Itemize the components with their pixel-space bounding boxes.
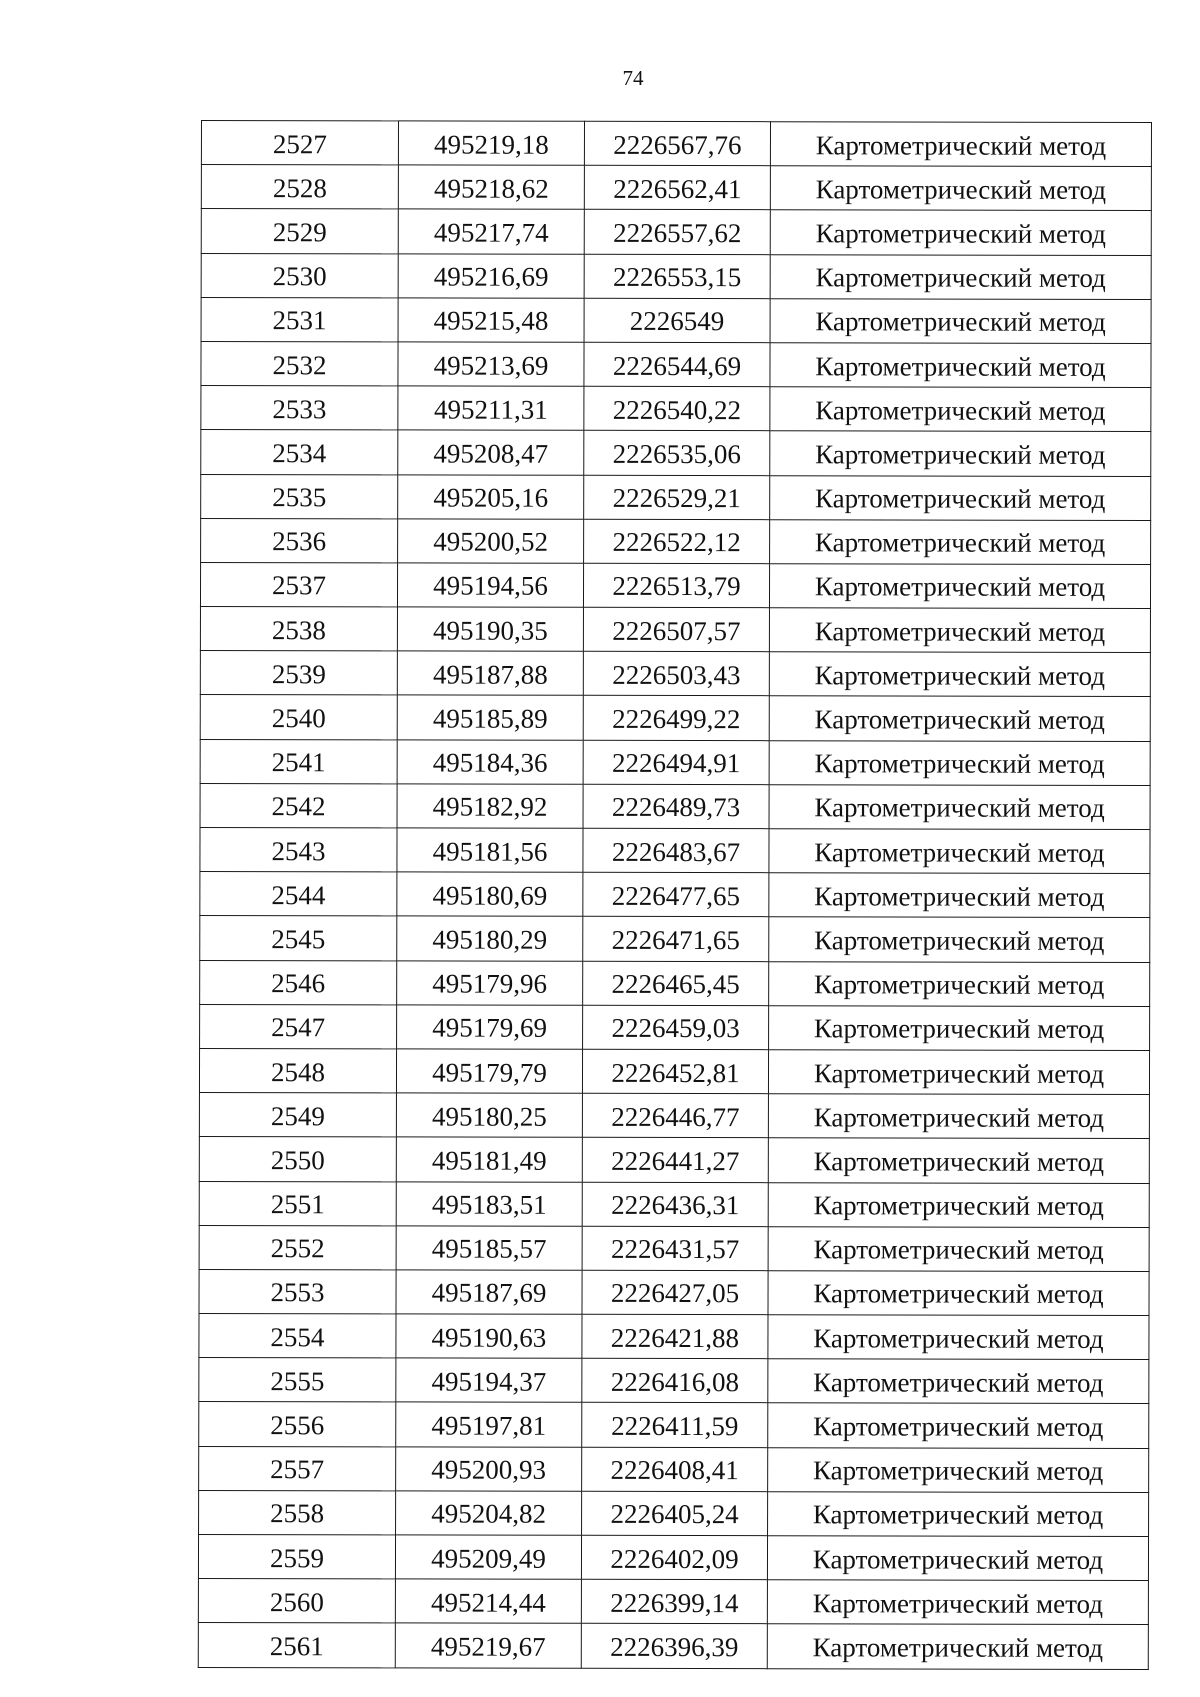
point-number-cell: 2531 [201,297,398,342]
table-row [199,1402,1149,1448]
x-coordinate-cell: 495181,49 [396,1137,582,1182]
method-cell: Картометрический метод [770,210,1151,255]
point-number-cell: 2528 [201,165,398,210]
x-coordinate-cell: 495187,88 [397,651,583,696]
point-number-cell: 2548 [199,1048,396,1093]
y-coordinate-cell: 2226396,39 [581,1624,767,1669]
y-coordinate-cell: 2226408,41 [582,1447,768,1492]
table-row [201,518,1151,564]
point-number-cell: 2538 [200,607,397,652]
method-cell: Картометрический метод [769,829,1150,874]
method-cell: Картометрический метод [769,652,1150,697]
table-row [201,165,1151,211]
table-row [199,1269,1149,1315]
method-cell: Картометрический метод [770,387,1151,432]
y-coordinate-cell: 2226494,91 [583,740,769,785]
method-cell: Картометрический метод [769,608,1150,653]
y-coordinate-cell: 2226553,15 [584,254,770,299]
x-coordinate-cell: 495209,49 [395,1535,581,1580]
y-coordinate-cell: 2226529,21 [584,475,770,520]
y-coordinate-cell: 2226499,22 [583,696,769,741]
point-number-cell: 2554 [199,1314,396,1359]
method-cell: Картометрический метод [767,1624,1148,1669]
y-coordinate-cell: 2226441,27 [582,1138,768,1183]
point-number-cell: 2533 [201,386,398,431]
table-row [199,1446,1149,1492]
point-number-cell: 2560 [198,1579,395,1624]
table-row [200,872,1150,918]
y-coordinate-cell: 2226446,77 [582,1093,768,1138]
y-coordinate-cell: 2226535,06 [584,431,770,476]
x-coordinate-cell: 495219,18 [398,121,584,166]
method-cell: Картометрический метод [768,1050,1149,1095]
x-coordinate-cell: 495217,74 [398,209,584,254]
table-row [200,783,1150,829]
x-coordinate-cell: 495179,79 [396,1049,582,1094]
method-cell: Картометрический метод [769,873,1150,918]
point-number-cell: 2530 [201,253,398,298]
point-number-cell: 2545 [200,916,397,961]
y-coordinate-cell: 2226399,14 [581,1579,767,1624]
table-row [199,1314,1149,1360]
table-row [200,1004,1150,1050]
table-row [201,341,1151,387]
table-row [199,1093,1149,1139]
x-coordinate-cell: 495200,93 [396,1447,582,1492]
x-coordinate-cell: 495180,29 [397,916,583,961]
y-coordinate-cell: 2226549 [584,298,770,343]
y-coordinate-cell: 2226411,59 [582,1403,768,1448]
x-coordinate-cell: 495185,89 [397,695,583,740]
x-coordinate-cell: 495205,16 [398,474,584,519]
method-cell: Картометрический метод [770,298,1151,343]
method-cell: Картометрический метод [770,343,1151,388]
point-number-cell: 2527 [201,121,398,166]
method-cell: Картометрический метод [768,1138,1149,1183]
x-coordinate-cell: 495185,57 [396,1226,582,1271]
x-coordinate-cell: 495213,69 [398,342,584,387]
x-coordinate-cell: 495208,47 [398,430,584,475]
y-coordinate-cell: 2226557,62 [584,210,770,255]
table-row [200,651,1150,697]
table-row [201,386,1151,432]
point-number-cell: 2543 [200,827,397,872]
y-coordinate-cell: 2226427,05 [582,1270,768,1315]
x-coordinate-cell: 495187,69 [396,1270,582,1315]
method-cell: Картометрический метод [767,1580,1148,1625]
point-number-cell: 2551 [199,1181,396,1226]
y-coordinate-cell: 2226567,76 [584,121,770,166]
point-number-cell: 2556 [199,1402,396,1447]
y-coordinate-cell: 2226522,12 [584,519,770,564]
point-number-cell: 2558 [199,1490,396,1535]
point-number-cell: 2539 [200,651,397,696]
x-coordinate-cell: 495190,63 [396,1314,582,1359]
table-row [199,1048,1149,1094]
y-coordinate-cell: 2226489,73 [583,784,769,829]
table-row [199,1490,1149,1536]
method-cell: Картометрический метод [768,1359,1149,1404]
method-cell: Картометрический метод [768,1315,1149,1360]
x-coordinate-cell: 495194,37 [396,1358,582,1403]
point-number-cell: 2549 [199,1093,396,1138]
table-row [198,1534,1148,1580]
table-row [199,1358,1149,1404]
point-number-cell: 2561 [198,1623,395,1668]
y-coordinate-cell: 2226436,31 [582,1182,768,1227]
coordinates-table-body [198,121,1151,1670]
method-cell: Картометрический метод [769,740,1150,785]
y-coordinate-cell: 2226562,41 [584,165,770,210]
table-row [199,1181,1149,1227]
method-cell: Картометрический метод [770,519,1151,564]
method-cell: Картометрический метод [768,1182,1149,1227]
table-row [198,1623,1148,1669]
y-coordinate-cell: 2226402,09 [581,1535,767,1580]
table-row [199,1225,1149,1271]
table-row [201,209,1151,255]
method-cell: Картометрический метод [768,1271,1149,1316]
x-coordinate-cell: 495219,67 [395,1623,581,1668]
table-row [201,253,1151,299]
method-cell: Картометрический метод [768,1492,1149,1537]
coordinates-table [198,120,1152,1670]
x-coordinate-cell: 495200,52 [398,519,584,564]
point-number-cell: 2555 [199,1358,396,1403]
point-number-cell: 2544 [200,872,397,917]
point-number-cell: 2550 [199,1137,396,1182]
method-cell: Картометрический метод [770,166,1151,211]
point-number-cell: 2547 [200,1004,397,1049]
table-row [198,1579,1148,1625]
point-number-cell: 2542 [200,783,397,828]
table-row [200,739,1150,785]
table-row [201,121,1151,167]
table-row [200,695,1150,741]
y-coordinate-cell: 2226452,81 [582,1049,768,1094]
point-number-cell: 2534 [201,430,398,475]
point-number-cell: 2541 [200,739,397,784]
method-cell: Картометрический метод [770,122,1151,167]
point-number-cell: 2532 [201,341,398,386]
method-cell: Картометрический метод [770,475,1151,520]
point-number-cell: 2552 [199,1225,396,1270]
x-coordinate-cell: 495216,69 [398,253,584,298]
y-coordinate-cell: 2226465,45 [583,961,769,1006]
y-coordinate-cell: 2226513,79 [583,563,769,608]
point-number-cell: 2553 [199,1269,396,1314]
point-number-cell: 2536 [201,518,398,563]
point-number-cell: 2546 [200,960,397,1005]
y-coordinate-cell: 2226540,22 [584,386,770,431]
method-cell: Картометрический метод [769,564,1150,609]
point-number-cell: 2529 [201,209,398,254]
method-cell: Картометрический метод [769,785,1150,830]
method-cell: Картометрический метод [769,961,1150,1006]
method-cell: Картометрический метод [768,1447,1149,1492]
page-number: 74 [622,66,644,90]
method-cell: Картометрический метод [769,917,1150,962]
method-cell: Картометрический метод [769,1005,1150,1050]
x-coordinate-cell: 495214,44 [395,1579,581,1624]
method-cell: Картометрический метод [768,1094,1149,1139]
table-row [201,297,1151,343]
x-coordinate-cell: 495184,36 [397,740,583,785]
x-coordinate-cell: 495218,62 [398,165,584,210]
point-number-cell: 2540 [200,695,397,740]
method-cell: Картометрический метод [768,1226,1149,1271]
y-coordinate-cell: 2226405,24 [582,1491,768,1536]
method-cell: Картометрический метод [769,696,1150,741]
x-coordinate-cell: 495179,96 [397,960,583,1005]
x-coordinate-cell: 495181,56 [397,828,583,873]
y-coordinate-cell: 2226483,67 [583,828,769,873]
method-cell: Картометрический метод [767,1536,1148,1581]
x-coordinate-cell: 495190,35 [397,607,583,652]
table-row [201,474,1151,520]
table-row [201,430,1151,476]
method-cell: Картометрический метод [768,1403,1149,1448]
x-coordinate-cell: 495182,92 [397,784,583,829]
table-row [200,562,1150,608]
table-row [200,607,1150,653]
y-coordinate-cell: 2226459,03 [583,1005,769,1050]
x-coordinate-cell: 495180,25 [396,1093,582,1138]
y-coordinate-cell: 2226421,88 [582,1314,768,1359]
table-row [200,827,1150,873]
point-number-cell: 2535 [201,474,398,519]
table-row [200,916,1150,962]
y-coordinate-cell: 2226477,65 [583,872,769,917]
point-number-cell: 2537 [200,562,397,607]
table-row [199,1137,1149,1183]
x-coordinate-cell: 495197,81 [396,1402,582,1447]
y-coordinate-cell: 2226507,57 [583,607,769,652]
y-coordinate-cell: 2226544,69 [584,342,770,387]
y-coordinate-cell: 2226503,43 [583,652,769,697]
x-coordinate-cell: 495211,31 [398,386,584,431]
y-coordinate-cell: 2226416,08 [582,1359,768,1404]
table-row [200,960,1150,1006]
method-cell: Картометрический метод [770,254,1151,299]
y-coordinate-cell: 2226471,65 [583,917,769,962]
x-coordinate-cell: 495179,69 [397,1005,583,1050]
point-number-cell: 2559 [198,1534,395,1579]
method-cell: Картометрический метод [770,431,1151,476]
x-coordinate-cell: 495183,51 [396,1181,582,1226]
x-coordinate-cell: 495180,69 [397,872,583,917]
x-coordinate-cell: 495215,48 [398,298,584,343]
x-coordinate-cell: 495194,56 [397,563,583,608]
x-coordinate-cell: 495204,82 [396,1491,582,1536]
point-number-cell: 2557 [199,1446,396,1491]
y-coordinate-cell: 2226431,57 [582,1226,768,1271]
